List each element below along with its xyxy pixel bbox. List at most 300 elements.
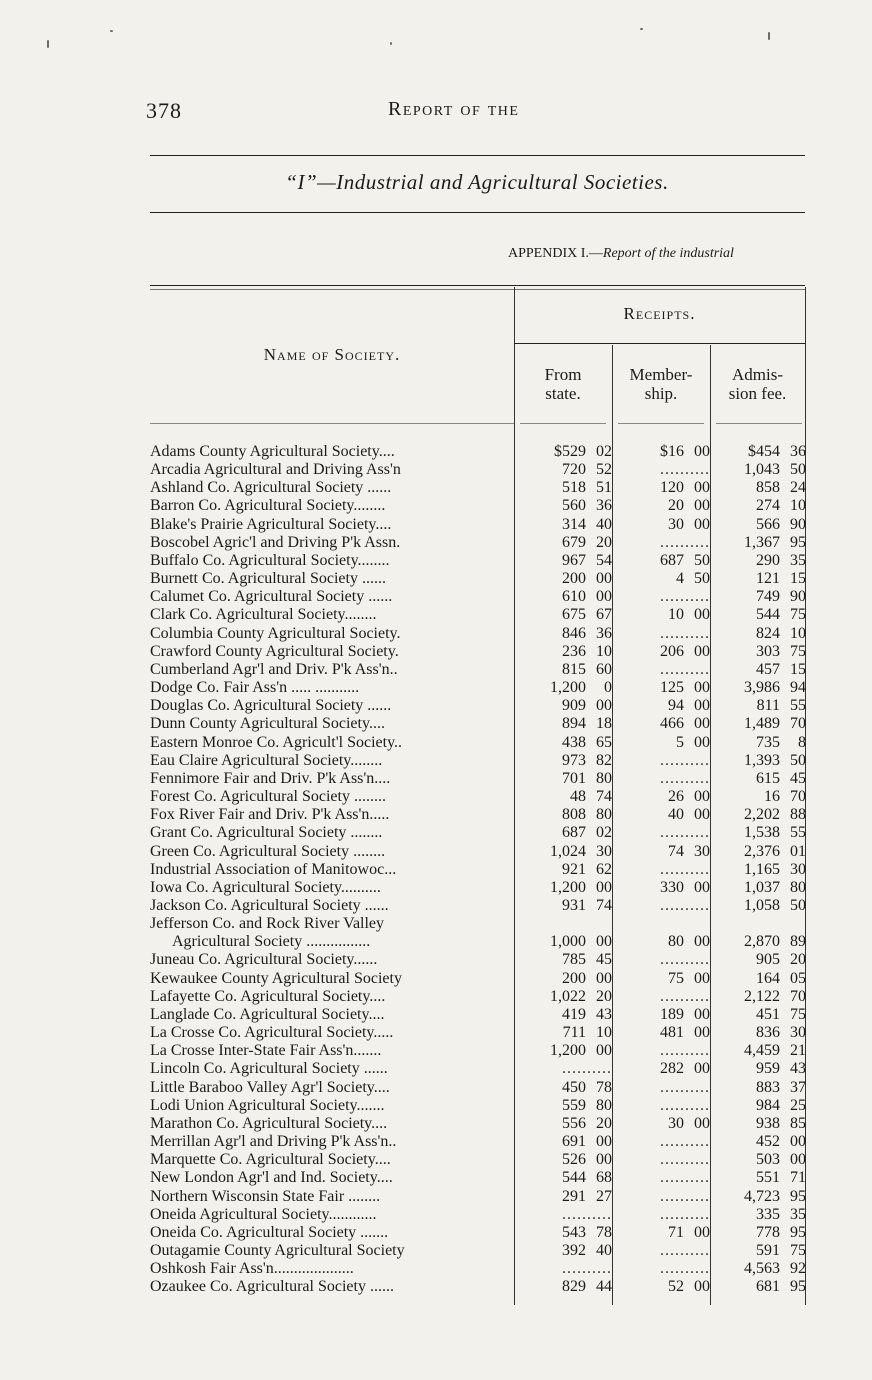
membership-cell [616,933,710,951]
membership-dollars: .......... [660,824,710,842]
society-name: Grant Co. Agricultural Society ........ [150,824,383,842]
society-name: New London Agr'l and Ind. Society.... [150,1169,393,1187]
society-name: Kewaukee County Agricultural Society [150,969,402,987]
from-state-dollars: 392 [562,1242,586,1260]
membership-cell [616,770,710,788]
admission-fee-cents: 37 [790,1078,806,1096]
from-state-dollars: 846 [562,624,586,642]
from-state-cents: 80 [596,806,612,824]
membership-cell [616,734,710,752]
society-name: Green Co. Agricultural Society ........ [150,842,386,860]
table-row [0,1278,872,1296]
admission-fee-dollars: 824 [756,624,780,642]
admission-fee-cents: 35 [790,551,806,569]
admission-fee-dollars: 2,376 [744,842,780,860]
table-row [0,625,872,643]
admission-fee-cell [714,1260,806,1278]
from-state-cents: 80 [596,769,612,787]
admission-fee-cents: 50 [790,461,806,479]
from-state-dollars: .......... [562,1205,612,1223]
appendix-caption [508,246,734,262]
from-state-dollars: 711 [562,1024,586,1042]
admission-fee-cents: 21 [790,1042,806,1060]
admission-fee-cents: 00 [790,1133,806,1151]
appendix-label: APPENDIX I.— [508,246,603,261]
table-row [0,1006,872,1024]
table-row [0,970,872,988]
membership-cell [616,1115,710,1133]
society-name: Ozaukee Co. Agricultural Society ...... [150,1278,394,1296]
table-row [0,770,872,788]
membership-dollars: 120 [660,479,684,497]
from-state-cell [520,697,612,715]
admission-fee-cell [714,970,806,988]
admission-fee-dollars: 452 [756,1133,780,1151]
header-line: sion fee. [728,384,787,403]
from-state-dollars: $529 [554,443,586,460]
admission-fee-dollars: 2,122 [744,987,780,1005]
admission-fee-dollars: 2,870 [744,933,780,951]
table-row [0,1206,872,1224]
table-row [0,897,872,915]
membership-cell [616,1006,710,1024]
society-name: Barron Co. Agricultural Society........ [150,497,386,515]
membership-dollars: 125 [660,679,684,697]
from-state-cell [520,1097,612,1115]
admission-fee-dollars: 503 [756,1151,780,1169]
admission-fee-dollars: 1,058 [744,897,780,914]
membership-dollars: 71 [668,1223,684,1241]
from-state-cell [520,788,612,806]
from-state-cents: 40 [596,1242,612,1260]
table-row [0,643,872,661]
from-state-cents: 45 [596,951,612,969]
admission-fee-cents: 70 [790,715,806,733]
membership-cents: 00 [694,443,710,460]
from-state-cell [520,461,612,479]
admission-fee-cents: 10 [790,624,806,642]
admission-fee-cents: 55 [790,824,806,842]
from-state-cell [520,516,612,534]
membership-cell [616,1060,710,1078]
admission-fee-dollars: 1,393 [744,751,780,769]
admission-fee-cell [714,824,806,842]
running-head: Report of the [388,98,520,120]
from-state-cell [520,715,612,733]
from-state-dollars: 1,200 [550,1042,586,1060]
admission-fee-cell [714,1188,806,1206]
from-state-cents: 52 [596,461,612,479]
admission-fee-dollars: 938 [756,1114,780,1132]
from-state-dollars: 967 [562,551,586,569]
admission-fee-cents: 75 [790,606,806,624]
admission-fee-cell [714,1278,806,1296]
admission-fee-cents: 15 [790,660,806,678]
from-state-cell [520,879,612,897]
from-state-header [514,365,612,403]
from-state-cell [520,497,612,515]
membership-cell [616,1188,710,1206]
membership-dollars: 74 [668,842,684,860]
table-row [0,988,872,1006]
membership-cell [616,1042,710,1060]
table-row [0,806,872,824]
from-state-cell [520,933,612,951]
table-row [0,1115,872,1133]
from-state-dollars: 720 [562,461,586,479]
admission-fee-cell [714,1115,806,1133]
from-state-cell [520,1060,612,1078]
table-row [0,1060,872,1078]
admission-fee-cell [714,697,806,715]
admission-fee-cell [714,679,806,697]
from-state-cell [520,606,612,624]
admission-fee-cell [714,497,806,515]
admission-fee-cell [714,988,806,1006]
membership-cell [616,588,710,606]
society-name: Oneida Agricultural Society............ [150,1205,377,1223]
from-state-cell [520,752,612,770]
membership-dollars: 52 [668,1278,684,1296]
membership-dollars: 80 [668,933,684,951]
membership-dollars: .......... [660,1205,710,1223]
membership-dollars: .......... [660,1042,710,1060]
admission-fee-cents: 90 [790,588,806,606]
society-name: Iowa Co. Agricultural Society.......... [150,878,381,896]
admission-fee-dollars: 681 [756,1278,780,1296]
from-state-cents: 20 [596,987,612,1005]
admission-fee-cell [714,661,806,679]
membership-dollars: 20 [668,497,684,515]
society-name: Lincoln Co. Agricultural Society ...... [150,1060,388,1078]
membership-dollars: .......... [660,461,710,479]
membership-dollars: 282 [660,1060,684,1078]
from-state-cents: 00 [596,588,612,606]
header-line: Member- [629,365,693,384]
admission-fee-dollars: 1,367 [744,533,780,551]
from-state-cell [520,824,612,842]
society-name: Burnett Co. Agricultural Society ...... [150,570,386,588]
membership-cents: 00 [694,933,710,951]
from-state-cents: 78 [596,1223,612,1241]
membership-cents: 00 [694,497,710,515]
from-state-dollars: .......... [562,1060,612,1078]
from-state-cents: 00 [596,697,612,715]
admission-fee-cents: 95 [790,1278,806,1296]
from-state-cell [520,1006,612,1024]
admission-fee-cents: 30 [790,1024,806,1042]
membership-dollars: 30 [668,515,684,533]
admission-fee-cents: 89 [790,933,806,951]
membership-cents: 00 [694,1278,710,1296]
admission-fee-dollars: 4,723 [744,1187,780,1205]
table-row [0,461,872,479]
from-state-dollars: 200 [562,570,586,588]
society-name: Merrillan Agr'l and Driving P'k Ass'n.. [150,1133,397,1151]
membership-cents: 00 [694,697,710,715]
admission-fee-cell [714,1006,806,1024]
from-state-cell [520,443,612,461]
from-state-cents: 30 [596,842,612,860]
admission-fee-cents: 70 [790,987,806,1005]
table-row [0,479,872,497]
from-state-cents: 00 [596,933,612,951]
admission-fee-cell [714,1042,806,1060]
membership-cell [616,806,710,824]
admission-fee-cell [714,1024,806,1042]
membership-cell [616,861,710,879]
from-state-cents: 68 [596,1169,612,1187]
from-state-cell [520,1242,612,1260]
membership-cell [616,715,710,733]
from-state-dollars: 556 [562,1114,586,1132]
admission-fee-cents: 30 [790,860,806,878]
from-state-dollars: 438 [562,733,586,751]
society-name: Industrial Association of Manitowoc... [150,860,397,878]
from-state-cents: 10 [596,1024,612,1042]
from-state-dollars: 675 [562,606,586,624]
from-state-cents: 43 [596,1005,612,1023]
society-name: Dunn County Agricultural Society.... [150,715,385,733]
from-state-cents: 36 [596,497,612,515]
membership-cents: 00 [694,479,710,497]
admission-fee-cell [714,588,806,606]
membership-cell [616,1278,710,1296]
admission-fee-dollars: 274 [756,497,780,515]
admission-fee-cents: 50 [790,897,806,914]
membership-cell [616,1224,710,1242]
admission-fee-dollars: 566 [756,515,780,533]
membership-cell [616,516,710,534]
admission-fee-dollars: 615 [756,769,780,787]
from-state-cell [520,643,612,661]
admission-fee-cents: 70 [790,788,806,806]
admission-fee-dollars: 778 [756,1223,780,1241]
membership-dollars: .......... [660,1133,710,1151]
name-column-header: Name of Society. [263,345,401,364]
admission-fee-cents: 88 [790,806,806,824]
table-row [0,1133,872,1151]
table-row [0,1242,872,1260]
title-rule [150,212,805,213]
membership-dollars: .......... [660,951,710,969]
admission-fee-cents: 8 [798,733,806,751]
society-name: Jefferson Co. and Rock River Valley [150,915,385,933]
from-state-cents: 00 [596,878,612,896]
header-bottom-rule [716,423,802,424]
header-line: Admis- [732,365,783,384]
society-name: Jackson Co. Agricultural Society ...... [150,897,389,914]
admission-fee-cents: 95 [790,533,806,551]
admission-fee-dollars: 457 [756,660,780,678]
society-name: Lodi Union Agricultural Society....... [150,1096,385,1114]
admission-fee-dollars: 4,459 [744,1042,780,1060]
from-state-dollars: 829 [562,1278,586,1296]
from-state-cell [520,1133,612,1151]
header-bottom-rule [150,423,514,424]
from-state-cents: 74 [596,897,612,914]
society-name: Juneau Co. Agricultural Society...... [150,951,378,969]
admission-fee-cell [714,643,806,661]
table-row [0,497,872,515]
society-name: Clark Co. Agricultural Society........ [150,606,377,624]
membership-cell [616,1151,710,1169]
society-name: Dodge Co. Fair Ass'n ..... ........... [150,679,360,697]
admission-fee-dollars: $454 [748,443,780,460]
society-name: Arcadia Agricultural and Driving Ass'n [150,461,401,479]
from-state-cents: 82 [596,751,612,769]
from-state-cents: 36 [596,624,612,642]
admission-fee-cents: 36 [790,443,806,460]
membership-dollars: .......... [660,1242,710,1260]
from-state-cell [520,951,612,969]
membership-cents: 00 [694,878,710,896]
from-state-dollars: 200 [562,969,586,987]
from-state-cell [520,1115,612,1133]
admission-fee-dollars: 1,037 [744,878,780,896]
admission-fee-cell [714,1097,806,1115]
table-row [0,933,872,951]
admission-fee-cents: 25 [790,1096,806,1114]
from-state-cell [520,1151,612,1169]
membership-dollars: 26 [668,788,684,806]
admission-fee-cents: 95 [790,1187,806,1205]
membership-dollars: 481 [660,1024,684,1042]
society-name: Fennimore Fair and Driv. P'k Ass'n.... [150,769,391,787]
admission-fee-cell [714,1169,806,1187]
membership-cell [616,1206,710,1224]
table-row [0,1188,872,1206]
from-state-cents: 10 [596,642,612,660]
society-name: Marquette Co. Agricultural Society.... [150,1151,391,1169]
admission-fee-dollars: 121 [756,570,780,588]
from-state-dollars: 808 [562,806,586,824]
page-number: 378 [146,98,182,123]
admission-fee-cell [714,1151,806,1169]
admission-fee-cents: 90 [790,515,806,533]
table-row [0,824,872,842]
from-state-cell [520,1260,612,1278]
society-name: Adams County Agricultural Society.... [150,443,395,460]
membership-cell [616,824,710,842]
from-state-dollars: 701 [562,769,586,787]
admission-fee-dollars: 858 [756,479,780,497]
from-state-cents: 02 [596,443,612,460]
membership-dollars: 94 [668,697,684,715]
admission-fee-cell [714,715,806,733]
admission-fee-cents: 15 [790,570,806,588]
admission-fee-dollars: 1,489 [744,715,780,733]
society-name: Buffalo Co. Agricultural Society........ [150,551,390,569]
table-row [0,588,872,606]
membership-dollars: .......... [660,769,710,787]
from-state-dollars: 291 [562,1187,586,1205]
membership-cell [616,788,710,806]
from-state-cell [520,734,612,752]
membership-cents: 00 [694,733,710,751]
admission-fee-cell [714,1060,806,1078]
from-state-cell [520,770,612,788]
admission-fee-dollars: 959 [756,1060,780,1078]
from-state-dollars: 544 [562,1169,586,1187]
admission-fee-dollars: 335 [756,1205,780,1223]
from-state-cents: 65 [596,733,612,751]
admission-fee-dollars: 883 [756,1078,780,1096]
membership-dollars: $16 [660,443,684,460]
admission-fee-cents: 35 [790,1205,806,1223]
from-state-cents: 00 [596,969,612,987]
table-row [0,879,872,897]
admission-fee-cell [714,1133,806,1151]
membership-dollars: .......... [660,1187,710,1205]
membership-dollars: 4 [676,570,684,588]
from-state-dollars: 48 [570,788,586,806]
admission-fee-header [710,365,805,403]
from-state-cell [520,661,612,679]
admission-fee-cents: 10 [790,497,806,515]
table-row [0,1169,872,1187]
membership-cents: 00 [694,1223,710,1241]
membership-cell [616,1133,710,1151]
top-rule [150,155,805,156]
from-state-dollars: 921 [562,860,586,878]
receipts-rule [514,343,805,344]
membership-cell [616,661,710,679]
admission-fee-cents: 45 [790,769,806,787]
from-state-dollars: 679 [562,533,586,551]
society-name: Eastern Monroe Co. Agricult'l Society.. [150,733,403,751]
admission-fee-cell [714,843,806,861]
membership-dollars: 30 [668,1114,684,1132]
table-row [0,1024,872,1042]
from-state-dollars: .......... [562,1260,612,1278]
table-row [0,516,872,534]
table-row [0,661,872,679]
from-state-dollars: 450 [562,1078,586,1096]
membership-cell [616,988,710,1006]
table-row [0,1042,872,1060]
society-name: La Crosse Inter-State Fair Ass'n....... [150,1042,382,1060]
from-state-dollars: 687 [562,824,586,842]
society-name: Marathon Co. Agricultural Society.... [150,1114,388,1132]
admission-fee-cell [714,534,806,552]
membership-cell [616,606,710,624]
from-state-cents: 00 [596,1151,612,1169]
membership-cell [616,843,710,861]
table-row [0,1079,872,1097]
from-state-cell [520,1278,612,1296]
membership-cents: 00 [694,642,710,660]
from-state-cents: 20 [596,1114,612,1132]
from-state-cell [520,570,612,588]
society-name: Oshkosh Fair Ass'n.................... [150,1260,354,1278]
admission-fee-cell [714,933,806,951]
admission-fee-cell [714,897,806,915]
admission-fee-dollars: 451 [756,1005,780,1023]
from-state-cents: 54 [596,551,612,569]
from-state-cell [520,679,612,697]
from-state-cents: 78 [596,1078,612,1096]
from-state-cents: 0 [604,679,612,697]
membership-dollars: .......... [660,751,710,769]
table-row [0,697,872,715]
table-row [0,843,872,861]
from-state-dollars: 1,200 [550,878,586,896]
admission-fee-cents: 95 [790,1223,806,1241]
admission-fee-dollars: 551 [756,1169,780,1187]
membership-cell [616,1097,710,1115]
admission-fee-cents: 50 [790,751,806,769]
